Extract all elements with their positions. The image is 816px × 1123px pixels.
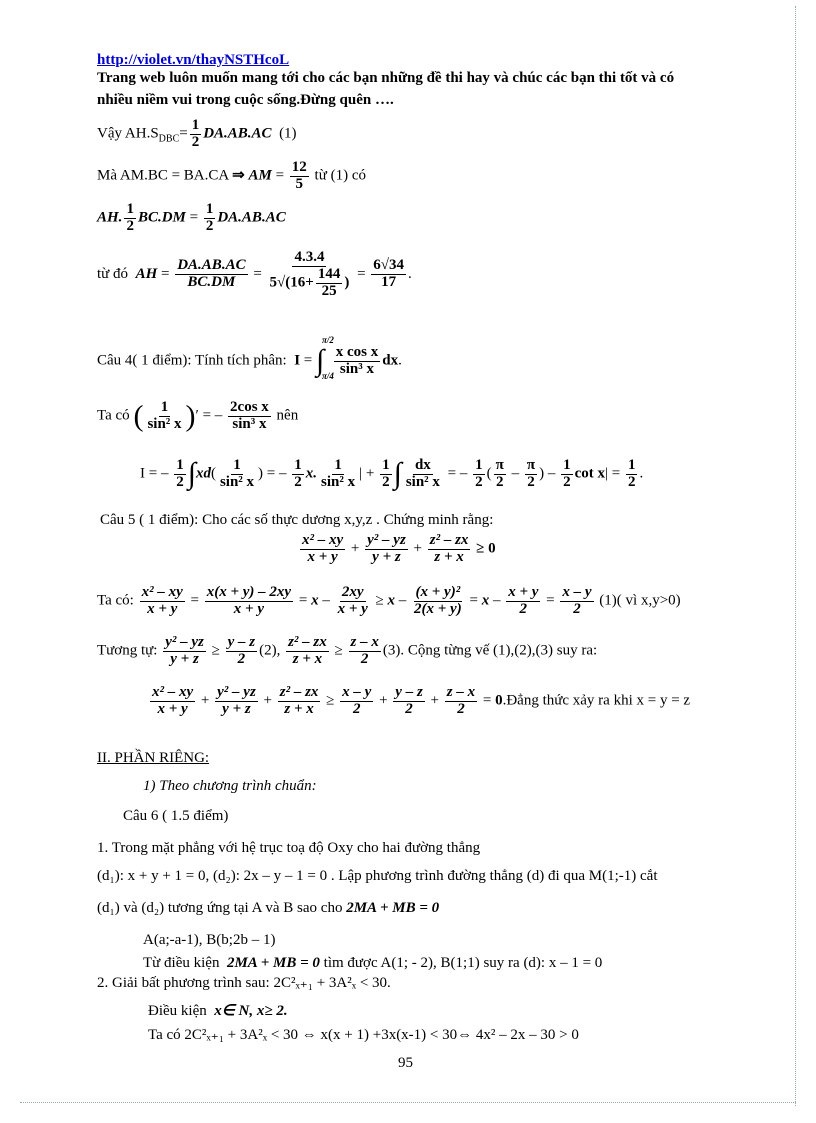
text: từ (1) có — [314, 167, 366, 184]
line-taco: Ta có ( $\frac{1}{\text{sin² x}}$ )′ = – $\frac{\text{2cos x}}{\text{sin³ x}}$ nên — [97, 399, 299, 433]
text: tìm được A(1; - 2), B(1;1) suy ra (d): x – 1 = 0 — [323, 955, 603, 971]
line-tu-do: từ đó AH = $\frac{DA.AB.AC}{BC.DM}$ = 4.3.4 5√(16+ $\frac{144}{25}$ ) = $\frac{6√34}{17}$ . — [97, 249, 412, 299]
intro-line-1: Trang web luôn muốn mang tới cho các bạn những đề thi hay và chúc các bạn thi tốt và có — [97, 70, 675, 86]
p7 — [148, 1003, 288, 1020]
text: Điều kiện — [148, 1003, 207, 1019]
text: (1)( vì x,y>0) — [599, 592, 681, 609]
line-tuongtu: Tương tự: $\frac{\text{y² – yz}}{y + z}$ ≥ $\frac{y - z}{2}$ (2), $\frac{\text{z² – zx}}{z + x}$ ≥ $\frac{z - x}{2}$ (3). Cộng từng vế (1),(2),(3) suy ra: — [97, 634, 598, 667]
text: (1) — [279, 125, 297, 142]
line-cau5: Câu 5 ( 1 điểm): Cho các số thực dương x,y,z . Chứng minh rằng: — [100, 512, 494, 528]
p3: (d₁) và (d₂) tương ứng tại A và B sao cho 2MA + MB = 0 — [97, 900, 440, 916]
line-ma: Mà AM.BC = BA.CA ⇒ AM = $\frac{12}{5}$ từ (1) có — [97, 159, 366, 192]
line-sum: $\frac{\text{x² – xy}}{x + y}$ + $\frac{\text{y² – yz}}{y + z}$ + $\frac{\text{z² – zx}}{z + x}$ ≥ $\frac{x - y}{2}$ + $\frac{y - z}{2}$ + $\frac{z - x}{2}$ = 0.Đẳng thức xảy ra khi x = y = z — [152, 684, 691, 717]
text: Vậy AH.S — [97, 125, 159, 142]
page-edge-bottom — [20, 1102, 796, 1103]
line-vay: Vậy $AH.S_{DBC}=$ $\frac{1}{2}$ DA.AB.AC (1) — [97, 117, 297, 150]
text: Ta có: — [97, 592, 134, 609]
section-heading: II. PHẦN RIÊNG: — [97, 750, 210, 766]
line-integral: I = – $\frac{1}{2}$ ∫xd( $\frac{1}{\text{sin² x}}$ ) = – $\frac{1}{2}$ x. $\frac{1}{\text{sin² x}}$ | + $\frac{1}{2}$ ∫ $\frac{dx}{\text{sin² x}}$ = – $\frac{1}{2}$ ( $\frac{\pi}{2}$ – $\frac{\pi}{2}$ ) – $\frac{1}{2}$ cot x| = $\frac{1}{2}$ . — [140, 457, 644, 491]
intro-line-2: nhiều niềm vui trong cuộc sống.Đừng quên …. — [97, 92, 394, 108]
p4: A(a;-a-1), B(b;2b – 1) — [143, 932, 276, 948]
math: x∈ N, x≥ 2. — [214, 1003, 288, 1019]
text: Ta có — [97, 407, 130, 424]
line-taco2: Ta có: $\frac{\text{x² – xy}}{x + y}$ = $\frac{x(x + y) - 2xy}{x + y}$ = x – $\frac{2xy}{x + y}$ ≥ x – $\frac{\text{(x + y)²}}{2(x + y)}$ = x – $\frac{x + y}{2}$ = $\frac{x - y}{2}$ (1)( vì x,y>0) — [97, 584, 681, 617]
p2: (d₁): x + y + 1 = 0, (d₂): 2x – y – 1 = 0 . Lập phương trình đường thẳng (d) đi qua M(1;-1) cắt — [97, 868, 658, 884]
text: (d₁) và (d₂) tương ứng tại A và B sao cho — [97, 900, 343, 916]
violet-link[interactable]: http://violet.vn/thayNSTHcoL — [97, 52, 290, 68]
fraction: $\frac{12}{5}$ — [291, 159, 307, 192]
text: (3). Cộng từng vế (1),(2),(3) suy ra: — [382, 642, 598, 659]
line-inequality: $\frac{\text{x² – xy}}{x + y}$ + $\frac{\text{y² – yz}}{y + z}$ + $\frac{\text{z² – zx}}{z + x}$ ≥ 0 — [302, 532, 496, 565]
page-edge-right — [795, 6, 796, 1106]
fraction: $\frac{1}{2}$ — [191, 117, 200, 150]
text: .Đẳng thức xảy ra khi x = y = z — [502, 692, 691, 709]
text: Mà AM.BC = BA.CA — [97, 167, 229, 184]
p5: Từ điều kiện 2MA + MB = 0 tìm được A(1; - 2), B(1;1) suy ra (d): x – 1 = 0 — [143, 955, 603, 971]
text: từ đó — [97, 266, 129, 283]
cau6-heading: Câu 6 ( 1.5 điểm) — [123, 808, 229, 824]
line-cau4: Câu 4( 1 điểm): Tính tích phân: I = ∫ π/2 π/4 $\frac{\text{x cos x}}{\text{sin³ x}}$ dx. — [97, 335, 402, 382]
p8: Ta có 2C²ₓ₊₁ + 3A²ₓ < 30 ⇔ x(x + 1) +3x(x-1) < 30⇔ 4x² – 2x – 30 > 0 — [148, 1027, 579, 1043]
line-ah: AH. $\frac{1}{2}$ BC.DM = $\frac{1}{2}$ DA.AB.AC — [97, 201, 286, 234]
p1: 1. Trong mặt phẳng với hệ trục toạ độ Oxy cho hai đường thẳng — [97, 840, 481, 856]
subsection-heading: 1) Theo chương trình chuẩn: — [143, 778, 317, 794]
text: Tương tự: — [97, 642, 158, 659]
subscript: DBC — [158, 133, 180, 145]
page-number: 95 — [398, 1055, 413, 1071]
p6: 2. Giải bất phương trình sau: 2C²ₓ₊₁ + 3A²ₓ < 30. — [97, 975, 391, 991]
text: Từ điều kiện — [143, 955, 220, 971]
text: nên — [276, 407, 299, 424]
text: Câu 4( 1 điểm): Tính tích phân: — [97, 352, 287, 369]
header-link-line[interactable] — [97, 52, 289, 69]
